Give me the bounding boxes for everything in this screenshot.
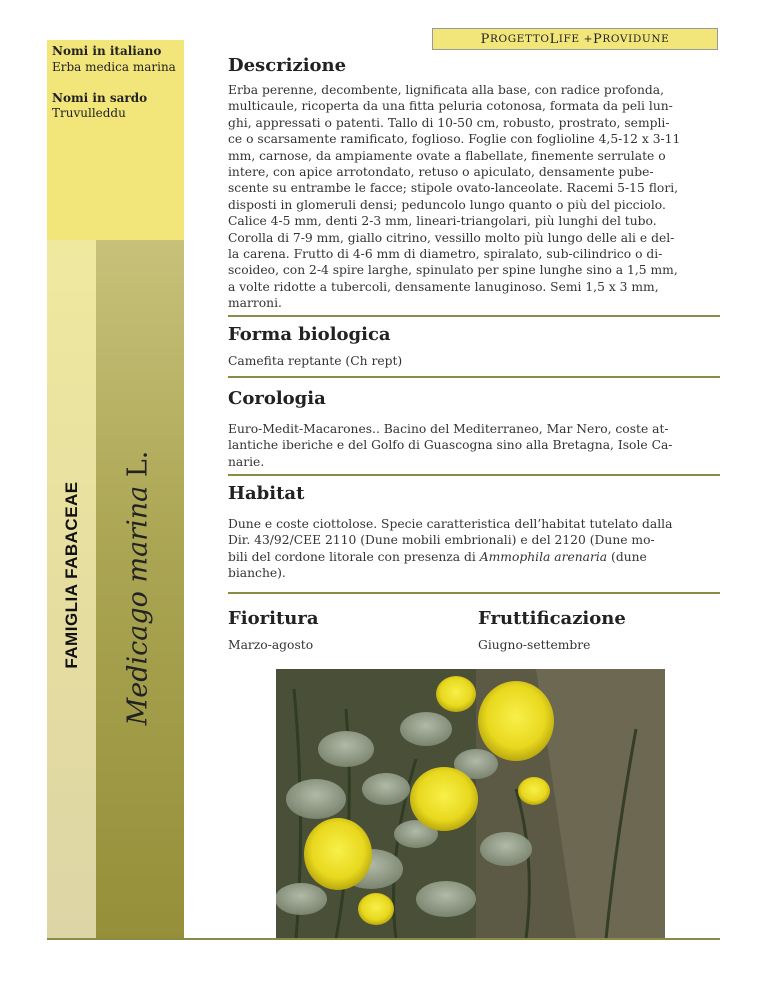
corologia-title: Corologia [228, 388, 326, 409]
descrizione-line: Erba perenne, decombente, lignificata alla base, con radice profonda, [228, 83, 664, 97]
descrizione-line: a volte ridotte a tubercoli, densamente lanuginoso. Semi 1,5 x 3 mm, [228, 279, 659, 294]
section-divider [228, 376, 720, 378]
forma-title: Forma biologica [228, 324, 391, 345]
plant-photo-illustration [276, 669, 665, 939]
descrizione-line: disposti in glomeruli densi; peduncolo lungo quanto o più del picciolo. [228, 197, 666, 212]
plant-photo [276, 669, 665, 939]
corologia-line: narie. [228, 454, 265, 469]
habitat-line: Dune e coste ciottolose. Specie caratteristica dell’habitat tutelato dalla [228, 517, 673, 531]
badge-text: IFE + [558, 33, 594, 45]
descrizione-line: marroni. [228, 296, 282, 311]
corologia-section [228, 388, 720, 470]
descrizione-text [228, 82, 720, 312]
habitat-title: Habitat [228, 483, 305, 504]
descrizione-title: Descrizione [228, 55, 347, 76]
habitat-line: Dir. 43/92/CEE 2110 (Dune mobili embrionali) e del 2120 (Dune mo- [228, 533, 655, 548]
sardinian-name: Truvulleddu [52, 106, 126, 120]
section-divider [228, 474, 720, 476]
badge-cap: L [549, 31, 559, 47]
habitat-species: Ammophila arenaria [479, 549, 608, 564]
fruttificazione-text: Giugno-settembre [478, 638, 591, 652]
descrizione-line: Corolla di 7-9 mm, giallo citrino, vessillo molto più lungo delle ali e del- [228, 230, 675, 245]
section-divider [228, 592, 720, 594]
page-bottom-rule [47, 938, 720, 940]
species-name: Medicago marina [122, 485, 154, 726]
fioritura-title: Fioritura [228, 608, 319, 629]
habitat-section [228, 483, 720, 582]
corologia-line: Euro-Medit-Macarones.. Bacino del Mediterraneo, Mar Nero, coste at- [228, 422, 669, 436]
badge-cap: P [593, 31, 603, 47]
habitat-text: (dune [607, 549, 647, 564]
descrizione-line: mm, carnose, da ampiamente ovate a flabellate, finemente serrulate o [228, 148, 666, 163]
descrizione-line: intere, con apice arrotondato, retuso o apiculato, densamente pube- [228, 165, 654, 180]
descrizione-line: la carena. Frutto di 4-6 mm di diametro, spiralato, sub-cilindrico o di- [228, 247, 663, 262]
badge-text: ROVIDUNE [602, 33, 670, 45]
habitat-text: bili del cordone litorale con presenza di [228, 549, 480, 564]
corologia-line: lantiche iberiche e del Golfo di Guascogna sino alla Bretagna, Isole Ca- [228, 438, 673, 453]
fioritura-section [228, 608, 458, 653]
fruttificazione-title: Fruttificazione [478, 608, 626, 629]
descrizione-line: ce o scarsamente ramificato, foglioso. Foglie con foglioline 4,5-12 x 3-11 [228, 132, 681, 147]
descrizione-line: ghi, appressati o patenti. Tallo di 10-50 cm, robusto, prostrato, sempli- [228, 115, 670, 130]
descrizione-section [228, 55, 720, 312]
forma-section [228, 324, 720, 369]
family-label: FAMIGLIA FABACEAE [62, 481, 81, 669]
descrizione-line: scoideo, con 2-4 spire larghe, spinulato per spine lunghe sino a 1,5 mm, [228, 263, 678, 278]
italian-names-heading: Nomi in italiano [52, 44, 162, 58]
fioritura-text: Marzo-agosto [228, 638, 314, 652]
species-author: L. [122, 450, 154, 486]
fruttificazione-section [478, 608, 718, 653]
habitat-line: bianche). [228, 566, 286, 581]
descrizione-line: scente su entrambe le facce; stipole ovato-lanceolate. Racemi 5-15 flori, [228, 181, 679, 196]
descrizione-line: Calice 4-5 mm, denti 2-3 mm, lineari-triangolari, più lunghi del tubo. [228, 214, 657, 229]
habitat-line [228, 549, 720, 565]
italian-name: Erba medica marina [52, 60, 176, 74]
descrizione-line: multicaule, ricoperta da una fitta peluria cotonosa, formata da peli lun- [228, 99, 673, 114]
sardinian-names-heading: Nomi in sardo [52, 91, 148, 105]
badge-text: ROGETTO [489, 33, 550, 45]
badge-cap: P [480, 31, 490, 47]
section-divider [228, 315, 720, 317]
forma-text: Camefita reptante (Ch rept) [228, 354, 403, 368]
project-badge [432, 28, 718, 50]
species-label [123, 451, 154, 726]
